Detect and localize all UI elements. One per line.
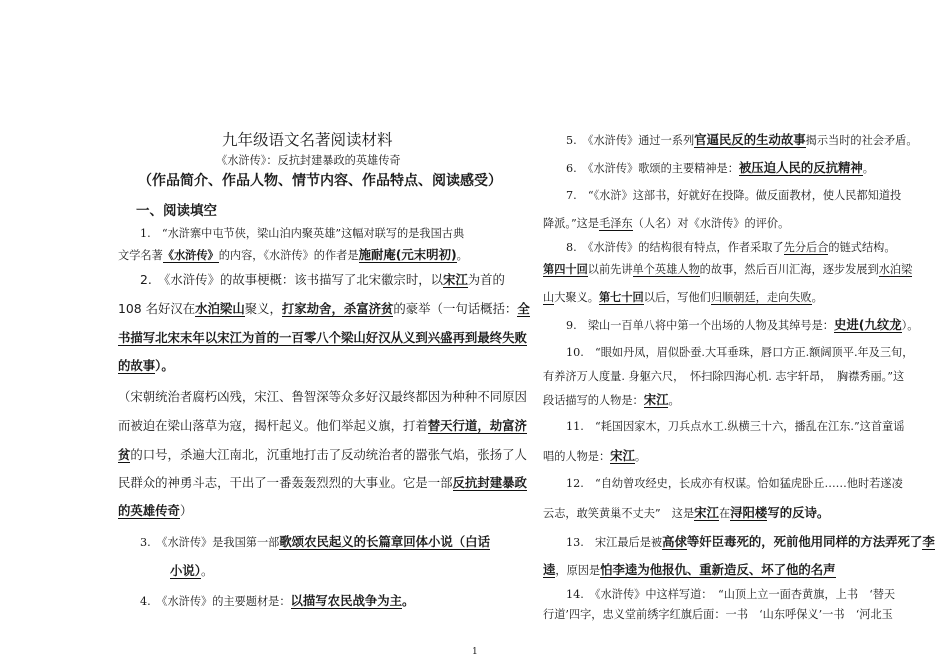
text: 云志，敢笑黄巢不丈夫” 这是 xyxy=(543,507,695,520)
text: 揭示当时的社会矛盾。 xyxy=(805,134,918,147)
answer: 书描写北宋末年以宋江为首的一百零八个梁山好汉从义到兴盛再到最终失败 xyxy=(118,330,527,345)
text: 。 xyxy=(862,162,874,175)
text: 6. 《水浒传》歌颂的主要精神是： xyxy=(566,162,739,175)
page-number: 1 xyxy=(472,647,478,657)
q1-line1: 1. “水浒寨中屯节侠，梁山泊内聚英雄”这幅对联写的是我国古典 xyxy=(140,227,465,240)
text: ） xyxy=(179,503,193,518)
answer: 反抗封建暴政 xyxy=(452,475,527,490)
header-line: （作品简介、作品人物、情节内容、作品特点、阅读感受） xyxy=(138,173,502,189)
answer: 全 xyxy=(517,301,530,316)
text: ）。 xyxy=(155,358,174,373)
text: 108 名好汉在 xyxy=(118,301,196,316)
answer: 被压迫人民的反抗精神 xyxy=(738,160,863,175)
text: 降派。”这是 xyxy=(543,217,600,230)
answer: 施耐庵(元末明初) xyxy=(358,247,457,262)
text: 。 xyxy=(634,450,647,463)
text: 5. 《水浒传》通过一系列 xyxy=(566,134,695,147)
answer: 宋江 xyxy=(443,272,468,287)
q7-line2 xyxy=(543,215,789,231)
text: 等奸臣毒死的，死前他用同样的方法弄死了 xyxy=(686,534,923,549)
q3-line1 xyxy=(140,532,490,550)
text: 文学名著 xyxy=(118,249,163,262)
text: 。 xyxy=(402,593,415,608)
answer: 宋江 xyxy=(610,448,635,463)
para-line3 xyxy=(118,445,527,463)
q8-line1 xyxy=(566,239,896,255)
answer: 山 xyxy=(543,291,555,304)
q14-line1: 14. 《水浒传》中这样写道： “山顶上立一面杏黄旗，上书 ‘替天 xyxy=(566,588,896,601)
text: 的故事，然后百川汇海，逐步发展到 xyxy=(699,263,879,276)
q5-line xyxy=(566,130,918,148)
q2-line2 xyxy=(118,299,530,317)
answer: 贫 xyxy=(118,447,131,462)
q10-line2: 有养济万人度量. 身躯六尺， 怀扫除四海心机. 志宇轩昂， 胸襟秀丽。”这 xyxy=(543,370,905,383)
para-line1: （宋朝统治者腐朽凶残，宋江、鲁智深等众多好汉最终都因为种种不同原因 xyxy=(118,389,527,404)
text: ，原因是 xyxy=(555,564,601,577)
page-title: 九年级语文名著阅读材料 xyxy=(222,131,393,149)
text: 在 xyxy=(718,507,731,520)
text: 的链式结构。 xyxy=(828,241,896,254)
answer: 水泊梁山 xyxy=(195,301,245,316)
answer: 的英雄传奇 xyxy=(118,503,180,518)
q11-line2 xyxy=(543,446,646,464)
q4-line xyxy=(140,591,414,609)
answer: 先分后合 xyxy=(783,241,829,254)
q13-line2 xyxy=(543,560,836,578)
text: 为首的 xyxy=(467,272,505,287)
text: 3. 《水浒传》是我国第一部 xyxy=(140,536,280,549)
text: 大聚义。 xyxy=(554,291,599,304)
answer: 逵 xyxy=(543,562,556,577)
answer: 宋江 xyxy=(694,505,719,520)
text: 以后，写他们 xyxy=(643,291,711,304)
text: 2. 《水浒传》的故事梗概：该书描写了北宋徽宗时，以 xyxy=(140,272,443,287)
subtitle: 《水浒传》：反抗封建暴政的英雄传奇 xyxy=(216,154,401,167)
answer: 小说） xyxy=(170,563,201,578)
text: 的内容，《水浒传》的作者是 xyxy=(218,249,359,262)
q3-line2 xyxy=(170,561,213,579)
text: 的口号，杀遍大江南北，沉重地打击了反动统治者的嚣张气焰，张扬了人 xyxy=(130,447,527,462)
text: 民群众的神勇斗志，干出了一番轰轰烈烈的大事业。它是一部 xyxy=(118,475,453,490)
q10-line1: 10. “眼如丹凤，眉似卧蚕.大耳垂珠，唇口方正.额阔顶平.年及三旬， xyxy=(566,346,914,359)
answer: 第四十回 xyxy=(543,262,588,276)
answer: 打家劫舍，杀富济贫 xyxy=(281,301,394,316)
para-line5 xyxy=(118,501,192,519)
q8-line2 xyxy=(543,261,912,277)
text: 以前先讲 xyxy=(587,263,633,276)
q9-line xyxy=(566,315,918,333)
answer: 《水浒传》 xyxy=(162,248,219,262)
answer: 单个英雄人物 xyxy=(632,263,700,276)
text: 写的反诗。 xyxy=(767,505,830,520)
text: 4. 《水浒传》的主要题材是： xyxy=(140,595,291,608)
text: 的豪举（一句话概括： xyxy=(393,301,518,316)
q10-line3 xyxy=(543,390,680,408)
text: 。 xyxy=(668,394,680,407)
q2-line4 xyxy=(118,356,174,374)
text: 8. 《水浒传》的结构很有特点，作者采取了 xyxy=(566,241,784,254)
q13-line1 xyxy=(566,532,935,550)
section-heading: 一、阅读填空 xyxy=(136,203,217,219)
answer: 第七十回 xyxy=(598,290,644,304)
answer: 以描写农民战争为主 xyxy=(290,593,403,608)
answer: 史进(九纹龙 xyxy=(834,317,902,332)
text: 13. 宋江最后是被 xyxy=(566,536,663,549)
text: （人名）对《水浒传》的评价。 xyxy=(632,217,790,230)
answer: 浔阳楼 xyxy=(730,505,768,520)
q2-line1 xyxy=(140,270,505,288)
answer: 歌颂农民起义的长篇章回体小说（白话 xyxy=(279,534,490,549)
text: 唱的人物是： xyxy=(543,450,611,463)
text: 聚义， xyxy=(244,301,282,316)
answer: 的故事 xyxy=(118,358,156,373)
answer: 官逼民反的生动故事 xyxy=(694,132,806,147)
answer: 宋江 xyxy=(643,392,669,407)
q8-line3 xyxy=(543,289,823,305)
q12-line2 xyxy=(543,503,829,521)
q2-line3 xyxy=(118,328,527,346)
answer: 归顺朝廷，走向失败 xyxy=(710,291,812,304)
para-line2 xyxy=(118,416,527,434)
text: 9. 梁山一百单八将中第一个出场的人物及其绰号是： xyxy=(566,319,834,332)
answer: 替天行道，劫富济 xyxy=(427,418,527,433)
answer: 水泊梁 xyxy=(878,263,913,276)
q12-line1: 12. “自幼曾攻经史，长成亦有权谋。恰如猛虎卧丘……他时若遂凌 xyxy=(566,477,903,490)
text: 段话描写的人物是： xyxy=(543,394,644,407)
text: 。 xyxy=(200,563,214,578)
answer: 高俅 xyxy=(662,534,687,549)
answer: 怕李逵为他报仇、重新造反、坏了他的名声 xyxy=(600,562,836,577)
text: 。 xyxy=(456,249,468,262)
text: ）。 xyxy=(901,319,919,332)
text: 而被迫在梁山落草为寇，揭杆起义。他们举起义旗，打着 xyxy=(118,418,428,433)
q7-line1: 7. “《水浒》这部书，好就好在投降。做反面教材，使人民都知道投 xyxy=(566,189,902,202)
q1-line2 xyxy=(118,245,468,263)
q11-line1: 11. “耗国因家木，刀兵点水工.纵横三十六，播乱在江东.”这首童谣 xyxy=(566,420,905,433)
answer: 毛泽东 xyxy=(599,217,633,230)
q14-line2: 行道’四字，忠义堂前绣字红旗后面：一书 ‘山东呼保义’一书 ‘河北玉 xyxy=(543,608,893,621)
text: 。 xyxy=(811,291,823,304)
para-line4 xyxy=(118,473,527,491)
answer: 李 xyxy=(922,534,935,549)
q6-line xyxy=(566,158,874,176)
